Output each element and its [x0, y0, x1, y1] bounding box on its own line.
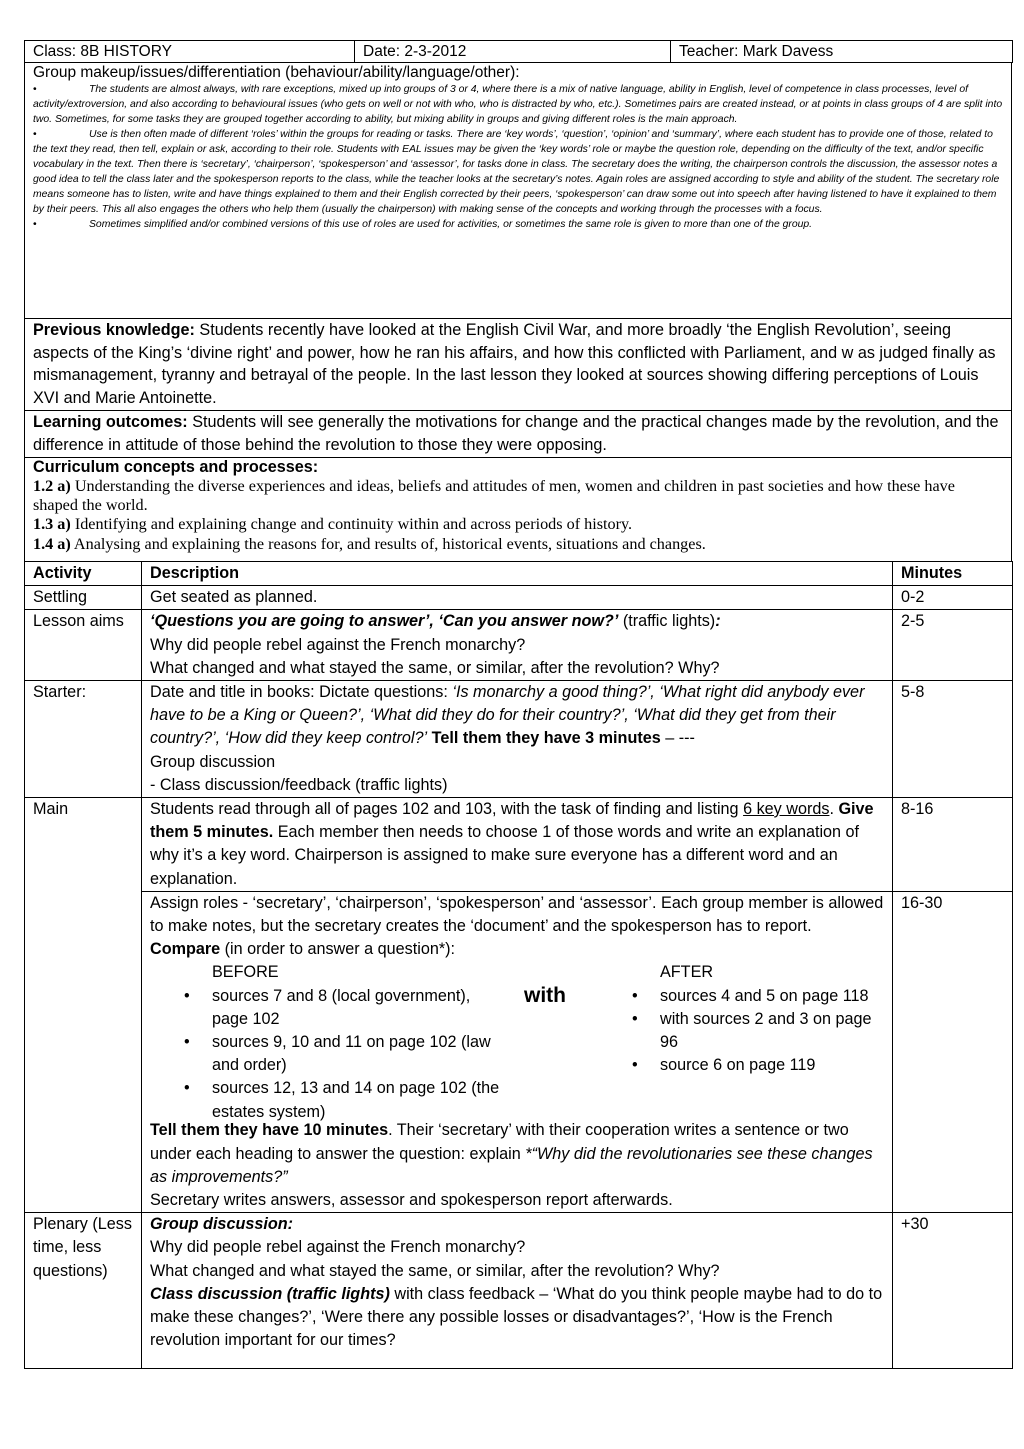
- compare-block: [150, 961, 884, 1119]
- list-item: • with sources 2 and 3 on page 96: [628, 1008, 878, 1054]
- curriculum-text: Identifying and explaining change and continuity within and across periods of history.: [70, 515, 633, 534]
- curriculum-item-2: [33, 515, 1003, 534]
- plenary-group-label: Group discussion:: [150, 1215, 294, 1234]
- curriculum-cell: [25, 458, 1012, 562]
- table-row: [25, 1213, 1013, 1369]
- date-cell: Date: 2-3-2012: [355, 41, 671, 63]
- group-para-3: Sometimes simplified and/or combined versions of this use of roles are used for activities, or sometimes the same role is given to more than one of the group.: [89, 219, 813, 230]
- settling-activity: Settling: [25, 586, 142, 610]
- aims-lead-colon: :: [715, 612, 721, 631]
- settling-description: Get seated as planned.: [142, 586, 893, 610]
- curriculum-code: 1.3 a): [33, 515, 71, 534]
- starter-intro: Date and title in books: Dictate questions:: [150, 683, 453, 702]
- before-item: sources 7 and 8 (local government), page 102: [212, 986, 471, 1028]
- main-text: Each member then needs to choose 1 of those words and write an explanation of why it’s a key word. Chairperson is assigned to make sure everyone has a different word and an explanation.: [150, 823, 860, 888]
- col-minutes: Minutes: [893, 562, 1013, 586]
- key-words: 6 key words: [743, 800, 830, 819]
- group-para-2: Use is then often made of different ‘roles’ within the groups for reading or tasks. There are ‘key words’, ‘question’, ‘opinion’ and ‘summary’, where each student has to provide one of those, related to the text they read, then tell, explain or ask, according to their role. Students with EAL issues may be given the ‘key words’ role or maybe the question role, depending on the difficulty of the text, and/or specific vocabulary in the text. Then there is ‘secretary’, ‘chairperson’, ‘spokesperson’ and ‘assessor’, for tasks done in class. The secretary does the writing, the chairperson controls the discussion, the assessor notes a good idea to tell the class later and the spokesperson reports to the class, while the teacher looks at the secretary’s notes. Again roles are assigned according to style and ability of the student. The secretary role means someone has to listen, write and have things explained to them and their English corrected by their peers, ‘spokesperson’ can draw some out into speech after having listened to have it explained to them by their peers. This all also engages the others who help them (usually the chairperson) with making sense of the concepts and working through the processes with a focus.: [33, 129, 1000, 215]
- tell-10-minutes: Tell them they have 10 minutes: [150, 1121, 389, 1140]
- curriculum-code: 1.4 a): [33, 534, 71, 553]
- table-row: [25, 586, 1013, 610]
- bullet-3: •: [33, 219, 37, 230]
- group-para-1: The students are almost always, with rare exceptions, mixed up into groups of 3 or 4, where there is a mix of native language, ability in English, level of competence in class processes, level of activity/extroversion, and also according to behavioural issues (who gets on well or not with who, who is distracted by who, etc.). Sometimes pairs are created instead, or at points in class groups of 4 are split into two. Sometimes, for some tasks they are grouped together according to ability, but mixing ability in groups and giving different roles is the main approach.: [33, 84, 1003, 125]
- plenary-question-2: What changed and what stayed the same, or similar, after the revolution? Why?: [150, 1261, 720, 1280]
- aims-lead: ‘Questions you are going to answer’, ‘Can you answer now?’: [150, 612, 619, 631]
- plenary-minutes: +30: [893, 1213, 1013, 1369]
- starter-dash: – ---: [660, 729, 695, 748]
- info-table: [24, 62, 1012, 562]
- main-description-1: [142, 798, 893, 892]
- group-heading: Group makeup/issues/differentiation (behaviour/ability/language/other):: [33, 64, 520, 81]
- aims-activity: Lesson aims: [25, 610, 142, 681]
- revolution-question: *“Why did the revolutionaries see these changes as improvements?”: [150, 1144, 873, 1186]
- lesson-plan: [24, 40, 1012, 1369]
- starter-description: [142, 681, 893, 798]
- after-heading: AFTER: [660, 963, 714, 982]
- aims-description: [142, 610, 893, 681]
- bullet-2: •: [33, 129, 37, 140]
- table-row: [25, 798, 1013, 892]
- curriculum-item-1: [33, 477, 1003, 515]
- col-description: Description: [142, 562, 893, 586]
- after-column: [628, 961, 878, 1077]
- previous-knowledge-cell: [25, 319, 1012, 411]
- aims-question-2: What changed and what stayed the same, or similar, after the revolution? Why?: [150, 658, 720, 677]
- plenary-activity: Plenary (Less time, less questions): [25, 1213, 142, 1369]
- tell-tail: . Their ‘secretary’ with their cooperation writes a sentence or two under each heading to answer the question: explain: [150, 1121, 849, 1163]
- learning-outcomes-label: Learning outcomes:: [33, 413, 188, 431]
- starter-group: Group discussion: [150, 752, 276, 771]
- give-them-5: Give them 5 minutes.: [150, 800, 874, 842]
- after-item: sources 4 and 5 on page 118: [660, 986, 869, 1005]
- before-column: [180, 961, 510, 1123]
- previous-knowledge-label: Previous knowledge:: [33, 321, 195, 339]
- list-item: • sources 4 and 5 on page 118: [628, 985, 878, 1008]
- main-description-2: [142, 891, 893, 1212]
- plenary-description: [142, 1213, 893, 1369]
- curriculum-code: 1.2 a): [33, 477, 71, 495]
- list-item: • sources 9, 10 and 11 on page 102 (law and order): [180, 1031, 510, 1077]
- after-item: with sources 2 and 3 on page 96: [660, 1009, 872, 1052]
- before-item: sources 9, 10 and 11 on page 102 (law and order): [212, 1033, 491, 1075]
- starter-minutes: 5-8: [893, 681, 1013, 798]
- table-row: [25, 681, 1013, 798]
- class-cell: Class: 8B HISTORY: [25, 41, 355, 63]
- plenary-class-label: Class discussion (traffic lights): [150, 1284, 390, 1303]
- with-label: with: [524, 984, 566, 1008]
- starter-activity: Starter:: [25, 681, 142, 798]
- activities-header-row: [25, 562, 1013, 586]
- main-minutes-2: 16-30: [893, 891, 1013, 1212]
- secretary-final: Secretary writes answers, assessor and spokesperson report afterwards.: [150, 1191, 673, 1210]
- group-notes: [33, 82, 1003, 232]
- after-item: source 6 on page 119: [660, 1056, 816, 1075]
- learning-outcomes-text: Students will see generally the motivations for change and the practical changes made by the revolution, and the difference in attitude of those behind the revolution to those they were opposing.: [33, 413, 999, 454]
- before-heading: BEFORE: [212, 963, 279, 982]
- table-row: [25, 610, 1013, 681]
- main-activity: Main: [25, 798, 142, 1213]
- aims-question-1: Why did people rebel against the French monarchy?: [150, 635, 526, 654]
- curriculum-label: Curriculum concepts and processes:: [33, 458, 319, 476]
- table-row: [25, 891, 1013, 1212]
- list-item: • sources 7 and 8 (local government), page 102: [180, 985, 510, 1031]
- header-table: [24, 40, 1013, 63]
- group-makeup-cell: [25, 63, 1012, 319]
- activities-table: [24, 561, 1013, 1369]
- col-activity: Activity: [25, 562, 142, 586]
- settling-minutes: 0-2: [893, 586, 1013, 610]
- assign-roles: Assign roles - ‘secretary’, ‘chairperson’, ‘spokesperson’ and ‘assessor’. Each group member is allowed to make notes, but the secretary creates the ‘document’ and the spokesperson has to report.: [150, 893, 884, 936]
- curriculum-text: Understanding the diverse experiences and ideas, beliefs and attitudes of men, women and children in past societies and how these have shaped the world.: [33, 477, 955, 515]
- compare-tail: (in order to answer a question*):: [220, 940, 456, 959]
- starter-class: - Class discussion/feedback (traffic lights): [150, 775, 448, 794]
- aims-minutes: 2-5: [893, 610, 1013, 681]
- compare-label: Compare: [150, 940, 221, 959]
- main-text: .: [829, 800, 839, 819]
- before-item: sources 12, 13 and 14 on page 102 (the estates system): [212, 1079, 500, 1121]
- main-text: Students read through all of pages 102 and 103, with the task of finding and listing: [150, 800, 744, 819]
- aims-lead-tail: (traffic lights): [618, 612, 716, 631]
- plenary-question-1: Why did people rebel against the French monarchy?: [150, 1238, 526, 1257]
- list-item: • sources 12, 13 and 14 on page 102 (the estates system): [180, 1077, 510, 1123]
- curriculum-item-3: [33, 535, 1003, 554]
- plenary-class-tail: with class feedback – ‘What do you think people maybe had to do to make these changes?’, ‘Were there any possible losses or disadvantages?’, ‘How is the French revolution important for our times?: [150, 1284, 883, 1350]
- starter-questions: ‘Is monarchy a good thing?’, ‘What right did anybody ever have to be a King or Queen?’, ‘What did they do for their country?’, ‘What did they get from their country?’, ‘How did they keep control?’: [150, 683, 865, 748]
- main-minutes-1: 8-16: [893, 798, 1013, 892]
- list-item: • source 6 on page 119: [628, 1054, 878, 1077]
- starter-tell: Tell them they have 3 minutes: [427, 729, 661, 748]
- bullet-1: •: [33, 84, 37, 95]
- curriculum-text: Analysing and explaining the reasons for, and results of, historical events, situations and changes.: [70, 534, 706, 553]
- learning-outcomes-cell: [25, 411, 1012, 458]
- teacher-cell: Teacher: Mark Davess: [671, 41, 1013, 63]
- previous-knowledge-text: Students recently have looked at the English Civil War, and more broadly ‘the English Revolution’, seeing aspects of the King’s ‘divine right’ and power, how he ran his affairs, and how this conflicted with Parliament, and w as judged finally as mismanagement, tyranny and betrayal of the people. In the last lesson they looked at sources showing differing perceptions of Louis XVI and Marie Antoinette.: [33, 321, 996, 407]
